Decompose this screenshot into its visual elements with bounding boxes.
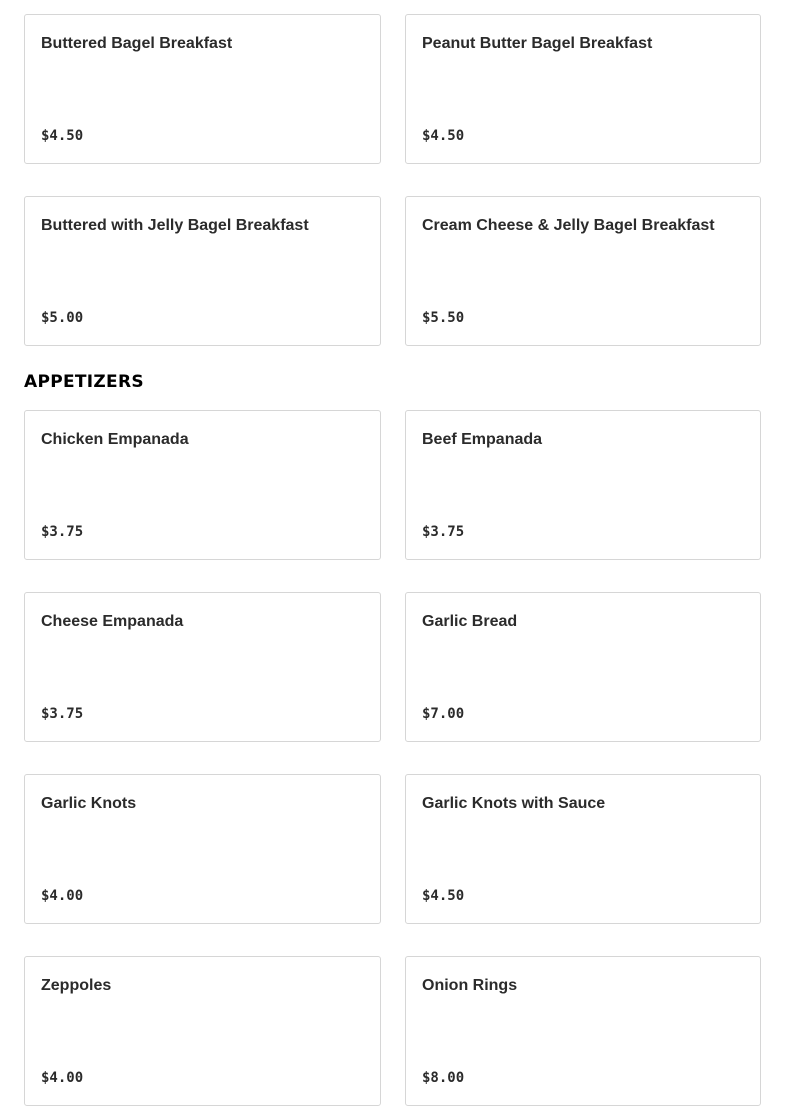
menu-item-price: $5.50 [422, 310, 465, 326]
menu-item-name: Cream Cheese & Jelly Bagel Breakfast [422, 217, 715, 234]
menu-item-name: Peanut Butter Bagel Breakfast [422, 35, 653, 52]
menu-item-price: $4.00 [41, 1070, 84, 1086]
menu-item-name: Garlic Bread [422, 613, 518, 630]
menu-item-card[interactable] [24, 410, 381, 560]
menu-item-card[interactable] [405, 592, 761, 742]
menu-item-card[interactable] [405, 410, 761, 560]
menu-item-card[interactable] [24, 774, 381, 924]
menu-item-card[interactable] [405, 774, 761, 924]
menu-item-card[interactable] [405, 956, 761, 1106]
menu-item-name: Garlic Knots with Sauce [422, 795, 606, 812]
appetizers-items-grid [24, 410, 761, 1106]
menu-item-card[interactable] [405, 196, 761, 346]
menu-item-card[interactable] [405, 14, 761, 164]
menu-item-price: $5.00 [41, 310, 84, 326]
menu-item-price: $3.75 [41, 524, 84, 540]
menu-item-name: Buttered Bagel Breakfast [41, 35, 233, 52]
menu-item-price: $4.50 [41, 128, 84, 144]
menu-item-name: Zeppoles [41, 977, 112, 994]
menu-item-name: Garlic Knots [41, 795, 137, 812]
menu-item-card[interactable] [24, 14, 381, 164]
menu-item-name: Chicken Empanada [41, 431, 189, 448]
menu-item-card[interactable] [24, 592, 381, 742]
menu-item-price: $7.00 [422, 706, 465, 722]
menu-item-name: Onion Rings [422, 977, 518, 994]
menu-item-name: Beef Empanada [422, 431, 543, 448]
menu-item-price: $3.75 [422, 524, 465, 540]
menu-item-card[interactable] [24, 196, 381, 346]
menu-item-name: Cheese Empanada [41, 613, 184, 630]
breakfast-items-grid [24, 14, 761, 346]
menu-item-price: $4.50 [422, 888, 465, 904]
menu-item-card[interactable] [24, 956, 381, 1106]
menu-item-price: $8.00 [422, 1070, 465, 1086]
section-heading-appetizers: APPETIZERS [24, 372, 144, 392]
menu-item-name: Buttered with Jelly Bagel Breakfast [41, 217, 309, 234]
menu-item-price: $3.75 [41, 706, 84, 722]
menu-item-price: $4.00 [41, 888, 84, 904]
menu-item-price: $4.50 [422, 128, 465, 144]
